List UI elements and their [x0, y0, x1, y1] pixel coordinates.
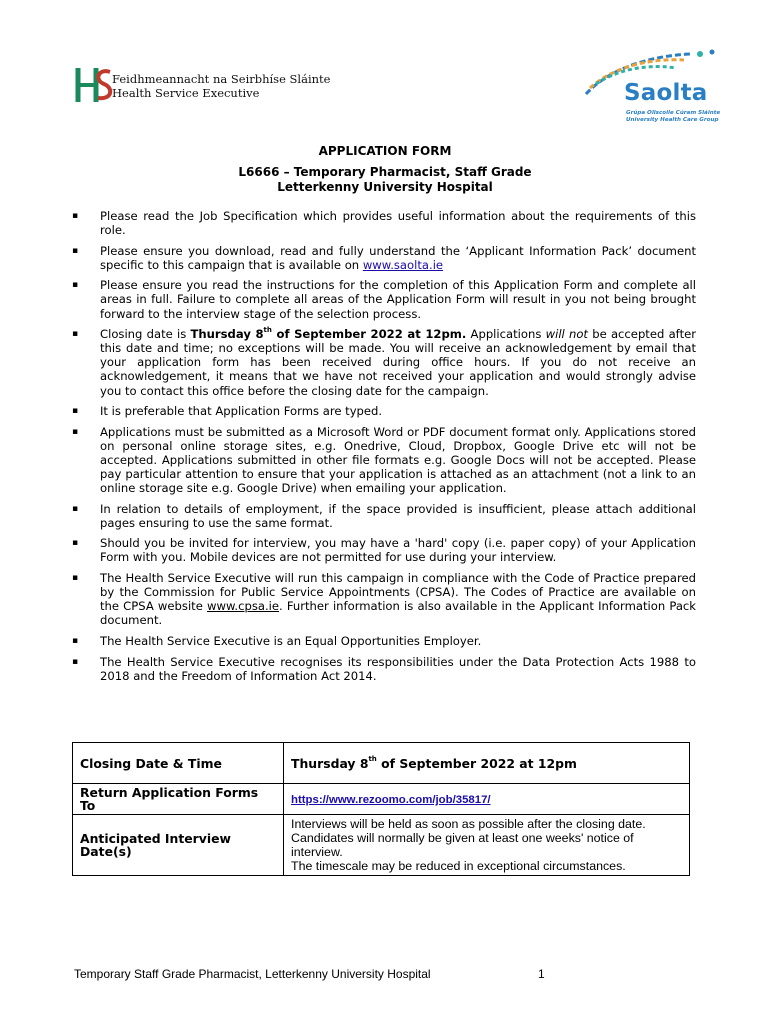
hse-english-name: Health Service Executive — [112, 86, 260, 100]
table-row — [73, 743, 690, 784]
closing-date-label: Closing Date & Time — [73, 743, 284, 784]
saolta-english-subtitle: University Health Care Group — [626, 117, 719, 123]
table-row — [73, 815, 690, 876]
list-item: ▪ It is preferable that Application Forms are typed. — [72, 404, 383, 419]
list-item: ▪ In relation to details of employment, if the space provided is insufficient, please attach additional pages ensuring to use the same format. — [72, 501, 696, 530]
application-details-table — [72, 742, 690, 876]
page-number: 1 — [538, 967, 545, 981]
saolta-subtitle — [626, 110, 720, 124]
list-item: ▪ Please ensure you read the instructions for the completion of this Application Form and complete all areas in full. Failure to complete all areas of the Application Form will result in you not being brought forward to the interview stage of the selection process. — [72, 278, 696, 321]
hse-irish-name: Feidhmeannacht na Seirbhíse Sláinte — [112, 72, 331, 86]
interview-date-value: Interviews will be held as soon as possible after the closing date. Candidates will normally be given at least one weeks' notice of interview. The timescale may be reduced in exceptional circumstances. — [284, 815, 690, 876]
form-title: APPLICATION FORM — [318, 144, 452, 158]
list-item: ▪ The Health Service Executive is an Equal Opportunities Employer. — [72, 633, 482, 648]
list-item: ▪ Closing date is Thursday 8th of September 2022 at 12pm. Applications will not be accepted after this date and time; no exceptions will be made. You will receive an acknowledgement by email that your application form has been received during office hours. If you do not receive an acknowledgement, it means that we have not received your application and would strongly advise you to contact this office before the closing date for the campaign. — [72, 326, 697, 398]
hse-name — [112, 72, 330, 100]
list-item: ▪ Please ensure you download, read and fully understand the ‘Applicant Information Pack’ document specific to this campaign that is available on www.saolta.ie — [72, 243, 696, 272]
hospital-title: Letterkenny University Hospital — [277, 180, 493, 194]
saolta-name: Saolta — [624, 80, 708, 106]
instructions-list — [72, 209, 696, 689]
saolta-irish-subtitle: Grúpa Ollscoile Cúram Sláinte — [626, 110, 721, 116]
list-item: ▪ The Health Service Executive recognises its responsibilities under the Data Protection Acts 1988 to 2018 and the Freedom of Information Act 2014. — [72, 654, 696, 683]
saolta-link[interactable]: www.saolta.ie — [362, 257, 444, 272]
closing-date-value: Thursday 8th of September 2022 at 12pm — [284, 743, 690, 784]
cpsa-link[interactable]: www.cpsa.ie — [207, 599, 280, 614]
closing-date-bold: Thursday 8th of September 2022 at 12pm. — [190, 326, 467, 342]
post-title: L6666 – Temporary Pharmacist, Staff Grade — [238, 165, 532, 179]
return-forms-label: Return Application Forms To — [73, 784, 284, 815]
footer-text: Temporary Staff Grade Pharmacist, Letterkenny University Hospital — [74, 967, 431, 981]
list-item: ▪ Applications must be submitted as a Microsoft Word or PDF document format only. Applications stored on personal online storage sites, e.g. Onedrive, Cloud, Dropbox, Google Drive etc will not be accepted. Applications submitted in other file formats e.g. Google Docs will not be accepted. Please pay particular attention to ensure that your application is attached as an attachment (not a link to an online storage site e.g. Google Drive) when emailing your application. — [72, 424, 696, 496]
list-item: ▪ Should you be invited for interview, you may have a 'hard' copy (i.e. paper copy) of your Application Form with you. Mobile devices are not permitted for use during your interview. — [72, 536, 696, 565]
table-row — [73, 784, 690, 815]
interview-date-label: Anticipated Interview Date(s) — [73, 815, 284, 876]
list-item: ▪ Please read the Job Specification which provides useful information about the requirements of this role. — [72, 209, 696, 238]
list-item: ▪ The Health Service Executive will run this campaign in compliance with the Code of Practice prepared by the Commission for Public Service Appointments (CPSA). The Codes of Practice are available on the CPSA website www.cpsa.ie. Further information is also available in the Applicant Information Pack document. — [72, 571, 697, 628]
rezoomo-link[interactable]: https://www.rezoomo.com/job/35817/ — [291, 794, 491, 806]
